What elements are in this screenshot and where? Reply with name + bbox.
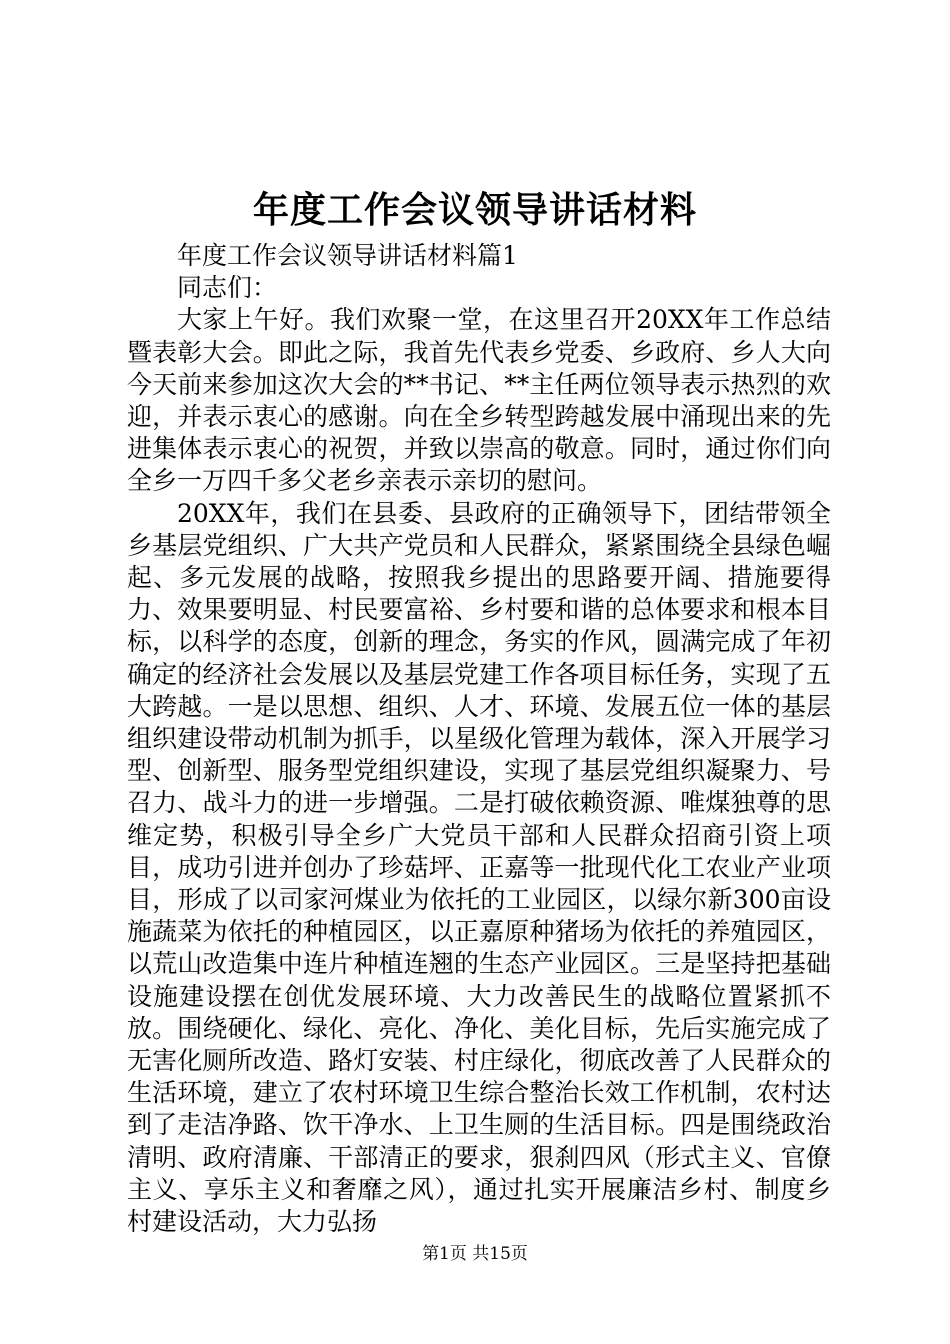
document-title: 年度工作会议领导讲话材料 (252, 189, 697, 231)
salutation: 同志们： (177, 273, 278, 303)
document-body (127, 240, 831, 1238)
paragraph-achievements: 20XX年，我们在县委、县政府的正确领导下，团结带领全乡基层党组织、广大共产党员和人民群众，紧紧围绕全县绿色崛起、多元发展的战略，按照我乡提出的思路要开阔、措施要得力、效果要明显、村民要富裕、乡村要和谐的总体要求和根本目标，以科学的态度，创新的理念，务实的作风，圆满完成了年初确定的经济社会发展以及基层党建工作各项目标任务，实现了五大跨越。一是以思想、组织、人才、环境、发展五位一体的基层组织建设带动机制为抓手，以星级化管理为载体，深入开展学习型、创新型、服务型党组织建设，实现了基层党组织凝聚力、号召力、战斗力的进一步增强。二是打破依赖资源、唯煤独尊的思维定势，积极引导全乡广大党员干部和人民群众招商引资上项目，成功引进并创办了珍菇坪、正嘉等一批现代化工农业产业项目，形成了以司家河煤业为依托的工业园区，以绿尔新300亩设施蔬菜为依托的种植园区，以正嘉原种猪场为依托的养殖园区，以荒山改造集中连片种植连翘的生态产业园区。三是坚持把基础设施建设摆在创优发展环境、大力改善民生的战略位置紧抓不放。围绕硬化、绿化、亮化、净化、美化目标，先后实施完成了无害化厕所改造、路灯安装、村庄绿化，彻底改善了人民群众的生活环境，建立了农村环境卫生综合整治长效工作机制，农村达到了走洁净路、饮干净水、上卫生厕的生活目标。四是围绕政治清明、政府清廉、干部清正的要求，狠刹四风（形式主义、官僚主义、享乐主义和奢靡之风），通过扎实开展廉洁乡村、制度乡村建设活动，大力弘扬 (127, 498, 831, 1237)
page-number-footer: 第1页 共15页 (422, 1244, 528, 1264)
section-heading: 年度工作会议领导讲话材料篇1 (177, 241, 518, 270)
paragraph-opening: 大家上午好。我们欢聚一堂，在这里召开20XX年工作总结暨表彰大会。即此之际，我首先代表乡党委、乡政府、乡人大向今天前来参加这次大会的**书记、**主任两位领导表示热烈的欢迎，并表示衷心的感谢。向在全乡转型跨越发展中涌现出来的先进集体表示衷心的祝贺，并致以崇高的敬意。同时，通过你们向全乡一万四千多父老乡亲表示亲切的慰问。 (127, 305, 831, 496)
